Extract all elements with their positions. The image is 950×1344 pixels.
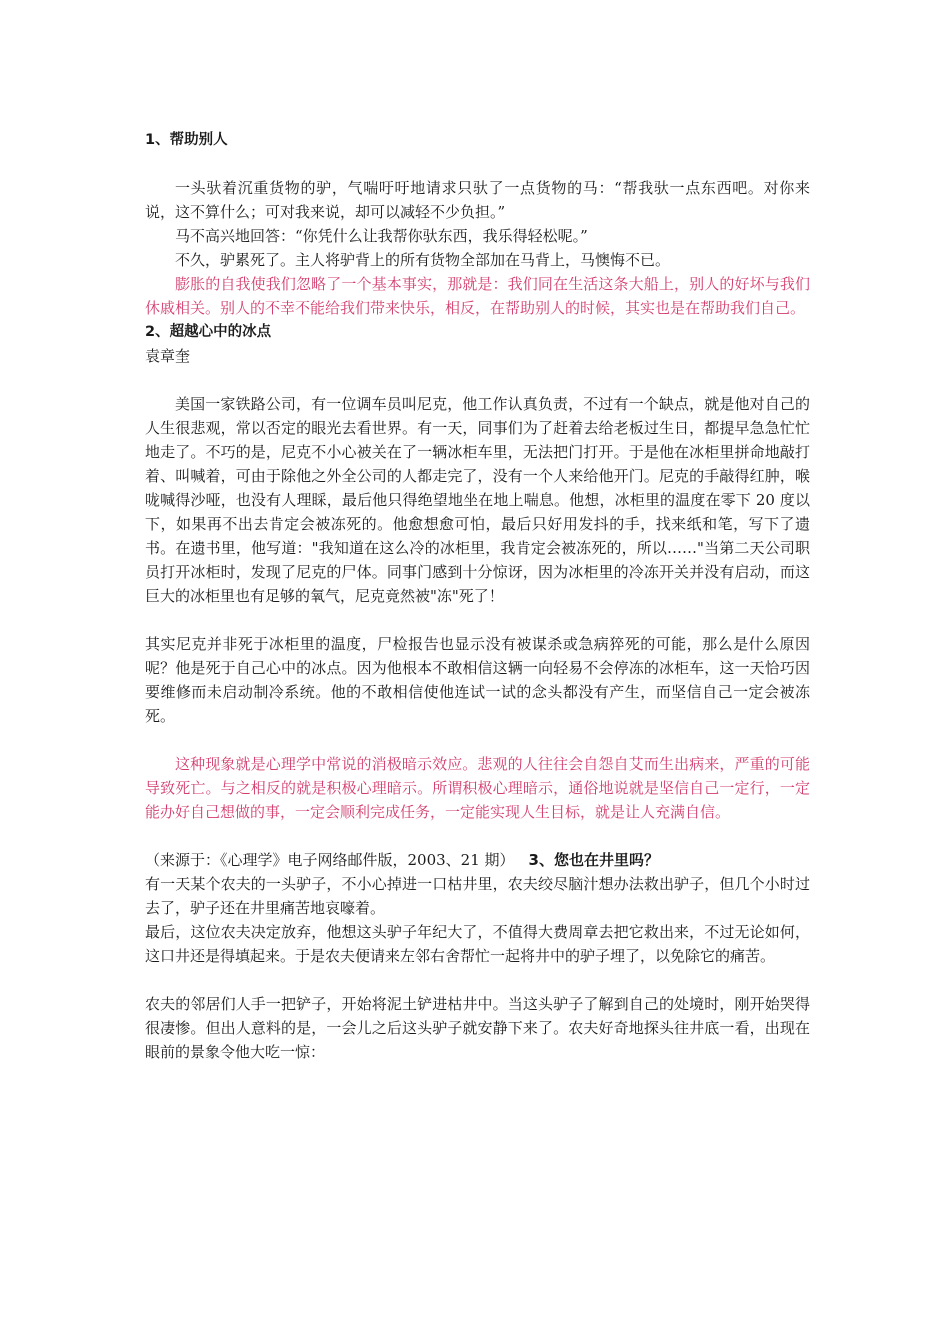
spacer <box>145 152 810 176</box>
section-3-paragraph-2: 最后，这位农夫决定放弃，他想这头驴子年纪大了，不值得大费周章去把它救出来，不过无论如何，这口井还是得填起来。于是农夫便请来左邻右舍帮忙一起将井中的驴子埋了，以免除它的痛苦。 <box>145 923 810 965</box>
spacer <box>145 608 810 632</box>
spacer <box>145 824 810 848</box>
section-3-heading: 3、您也在井里吗？ <box>528 851 659 869</box>
section-1-moral: 膨胀的自我使我们忽略了一个基本事实，那就是：我们同在生活这条大船上，别人的好坏与我们休戚相关。别人的不幸不能给我们带来快乐，相反，在帮助别人的时候，其实也是在帮助我们自己。 <box>145 275 810 317</box>
section-1-heading: 1、帮助别人 <box>145 132 228 148</box>
spacer <box>145 728 810 752</box>
section-2-author: 袁章奎 <box>145 347 191 365</box>
spacer <box>145 968 810 992</box>
section-1-paragraph-1: 一头驮着沉重货物的驴，气喘吁吁地请求只驮了一点货物的马：“帮我驮一点东西吧。对你来说，这不算什么；可对我来说，却可以减轻不少负担。” <box>145 179 810 221</box>
section-1-paragraph-3: 不久，驴累死了。主人将驴背上的所有货物全部加在马背上，马懊悔不已。 <box>175 251 671 269</box>
document-body <box>145 128 810 1064</box>
section-2-paragraph-2: 其实尼克并非死于冰柜里的温度，尸检报告也显示没有被谋杀或急病猝死的可能，那么是什么原因呢？他是死于自己心中的冰点。因为他根本不敢相信这辆一向轻易不会停冻的冰柜车，这一天恰巧因要维修而未启动制冷系统。他的不敢相信使他连试一试的念头都没有产生，而坚信自己一定会被冻死。 <box>145 635 810 725</box>
section-1-paragraph-2: 马不高兴地回答：“你凭什么让我帮你驮东西，我乐得轻松呢。” <box>175 227 588 245</box>
source-citation: （来源于：《心理学》电子网络邮件版，2003、21 期） <box>145 851 515 869</box>
section-3-paragraph-1: 有一天某个农夫的一头驴子，不小心掉进一口枯井里，农夫绞尽脑汁想办法救出驴子，但几个小时过去了，驴子还在井里痛苦地哀嚎着。 <box>145 875 810 917</box>
section-2-heading: 2、超越心中的冰点 <box>145 324 272 340</box>
source-line <box>145 848 810 872</box>
section-3-paragraph-3: 农夫的邻居们人手一把铲子，开始将泥土铲进枯井中。当这头驴子了解到自己的处境时，刚开始哭得很凄惨。但出人意料的是，一会儿之后这头驴子就安静下来了。农夫好奇地探头往井底一看，出现在眼前的景象令他大吃一惊： <box>145 995 810 1061</box>
spacer <box>145 368 810 392</box>
section-2-moral: 这种现象就是心理学中常说的消极暗示效应。悲观的人往往会自怨自艾而生出病来，严重的可能导致死亡。与之相反的就是积极心理暗示。所谓积极心理暗示，通俗地说就是坚信自己一定行，一定能办好自己想做的事，一定会顺利完成任务，一定能实现人生目标，就是让人充满自信。 <box>145 755 810 821</box>
section-2-paragraph-1: 美国一家铁路公司，有一位调车员叫尼克，他工作认真负责，不过有一个缺点，就是他对自己的人生很悲观，常以否定的眼光去看世界。有一天，同事们为了赶着去给老板过生日，都提早急急忙忙地走了。不巧的是，尼克不小心被关在了一辆冰柜车里，无法把门打开。于是他在冰柜里拼命地敲打着、叫喊着，可由于除他之外全公司的人都走完了，没有一个人来给他开门。尼克的手敲得红肿，喉咙喊得沙哑，也没有人理睬，最后他只得绝望地坐在地上喘息。他想，冰柜里的温度在零下 20 度以下，如果再不出去肯定会被冻死的。他愈想愈可怕，最后只好用发抖的手，找来纸和笔，写下了遗书。在遗书里，他写道："我知道在这么冷的冰柜里，我肯定会被冻死的，所以……"当第二天公司职员打开冰柜时，发现了尼克的尸体。同事门感到十分惊讶，因为冰柜里的冷冻开关并没有启动，而这巨大的冰柜里也有足够的氧气，尼克竟然被"冻"死了！ <box>145 395 810 605</box>
